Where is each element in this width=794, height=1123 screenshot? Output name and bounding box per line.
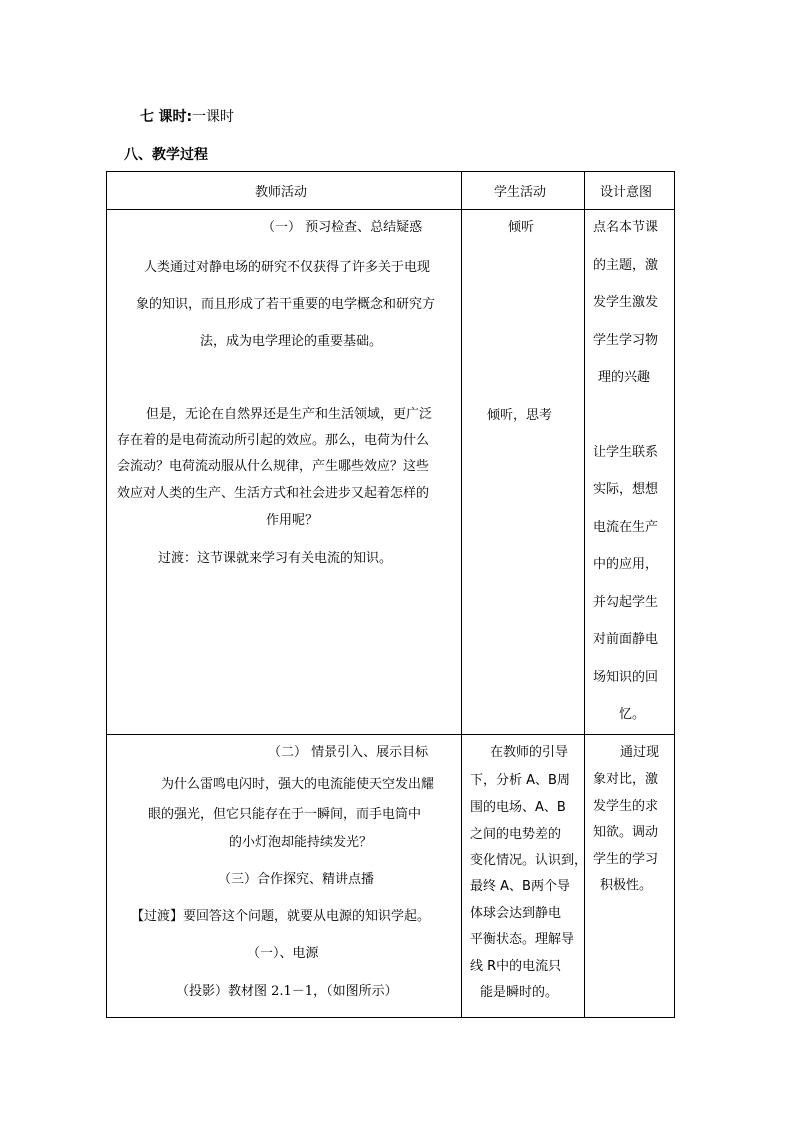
table-border-top bbox=[106, 171, 675, 172]
row2-student-3: 围的电场、A、B bbox=[470, 800, 566, 815]
row2-design-1: 通过现 bbox=[620, 745, 660, 760]
row1-teacher-p1-line1: 人类通过对静电场的研究不仅获得了许多关于电现 bbox=[144, 260, 431, 275]
table-border-header bbox=[106, 209, 675, 210]
row2-student-4: 之间的电势差的 bbox=[470, 827, 562, 842]
row1-teacher-p2-line4: 效应对人类的生产、生活方式和社会进步又起着怎样的 bbox=[117, 486, 430, 501]
row1-design-3: 发学生激发 bbox=[593, 295, 659, 310]
row2-teacher-p1-line3: 的小灯泡却能持续发光？ bbox=[229, 835, 373, 850]
table-divider-2 bbox=[584, 171, 585, 1018]
row1-teacher-p2-line1: 但是，无论在自然界还是生产和生活领域，更广泛 bbox=[146, 407, 433, 422]
table-border-right bbox=[674, 171, 675, 1018]
row1-design-11: 对前面静电 bbox=[593, 632, 659, 647]
header-teacher: 教师活动 bbox=[255, 185, 308, 200]
row1-teacher-p1-line2: 象的知识，而且形成了若干重要的电学概念和研究方 bbox=[136, 297, 436, 312]
row1-design-8: 电流在生产 bbox=[593, 520, 659, 535]
section-7-line bbox=[140, 106, 234, 126]
row1-design-10: 并勾起学生 bbox=[593, 595, 659, 610]
row1-design-4: 学生学习物 bbox=[593, 333, 659, 348]
row1-design-9: 中的应用， bbox=[593, 557, 659, 572]
row2-student-6: 最终 A、B两个导 bbox=[470, 879, 570, 894]
section-8-title: 八、教学过程 bbox=[124, 147, 208, 163]
header-design: 设计意图 bbox=[600, 185, 653, 200]
row2-student-10: 能是瞬时的。 bbox=[480, 985, 559, 1000]
table-border-left bbox=[106, 171, 107, 1018]
row2-design-3: 发学生的求 bbox=[593, 799, 659, 814]
row2-student-7: 体球会达到静电 bbox=[470, 906, 562, 921]
section-7-value: 一课时 bbox=[192, 109, 235, 125]
row1-design-6: 让学生联系 bbox=[593, 445, 659, 460]
row2-teacher-subheading: （一）、电源 bbox=[247, 946, 319, 961]
row2-student-2: 下，分析 A、B周 bbox=[470, 773, 570, 788]
table-border-row bbox=[106, 734, 675, 735]
row1-design-5: 理的兴趣 bbox=[598, 370, 651, 385]
section-7-number: 七 bbox=[140, 109, 154, 125]
row2-student-5: 变化情况。认识到， bbox=[470, 853, 588, 868]
row2-design-6: 积极性。 bbox=[600, 878, 653, 893]
row1-design-13: 忆。 bbox=[619, 707, 646, 722]
row1-design-2: 的主题，激 bbox=[593, 258, 659, 273]
row2-teacher-transition: 【过渡】要回答这个问题，就要从电源的知识学起。 bbox=[131, 909, 431, 924]
row1-design-1: 点名本节课 bbox=[593, 220, 659, 235]
row1-design-7: 实际，想想 bbox=[593, 482, 659, 497]
row2-student-1: 在教师的引导 bbox=[490, 745, 569, 760]
row2-design-2: 象对比，激 bbox=[593, 772, 659, 787]
row2-student-9: 线 R中的电流只 bbox=[470, 959, 562, 974]
row2-teacher-heading3: （三）合作探究、精讲点播 bbox=[218, 872, 375, 887]
row2-teacher-p1-line1: 为什么雷鸣电闪时，强大的电流能使天空发出耀 bbox=[161, 777, 435, 792]
section-7-label: 课时: bbox=[158, 109, 193, 125]
row2-design-5: 学生的学习 bbox=[593, 852, 659, 867]
row1-teacher-heading: （一） 预习检查、总结疑惑 bbox=[262, 220, 423, 235]
row1-student-2: 倾听，思考 bbox=[487, 408, 553, 423]
row2-teacher-heading: （二） 情景引入、展示目标 bbox=[268, 745, 429, 760]
row2-student-8: 平衡状态。理解导 bbox=[470, 932, 575, 947]
row1-teacher-transition: 过渡：这节课就来学习有关电流的知识。 bbox=[158, 551, 393, 566]
row1-student-1: 倾听 bbox=[508, 220, 535, 235]
row1-teacher-p1-line3: 法，成为电学理论的重要基础。 bbox=[200, 334, 383, 349]
row2-teacher-p1-line2: 眼的强光，但它只能存在于一瞬间，而手电筒中 bbox=[148, 807, 422, 822]
row1-teacher-p2-line2: 存在着的是电荷流动所引起的效应。那么，电荷为什么 bbox=[117, 433, 430, 448]
table-divider-1 bbox=[461, 171, 462, 1018]
row1-design-12: 场知识的回 bbox=[593, 670, 659, 685]
table-border-bottom bbox=[106, 1017, 675, 1018]
row2-design-4: 知欲。调动 bbox=[593, 825, 659, 840]
row1-teacher-p2-line5: 作用呢？ bbox=[266, 513, 319, 528]
header-student: 学生活动 bbox=[494, 185, 547, 200]
row2-teacher-projection: （投影）教材图 2.1－1，（如图所示） bbox=[176, 984, 398, 999]
row1-teacher-p2-line3: 会流动？电荷流动服从什么规律，产生哪些效应？这些 bbox=[117, 459, 430, 474]
